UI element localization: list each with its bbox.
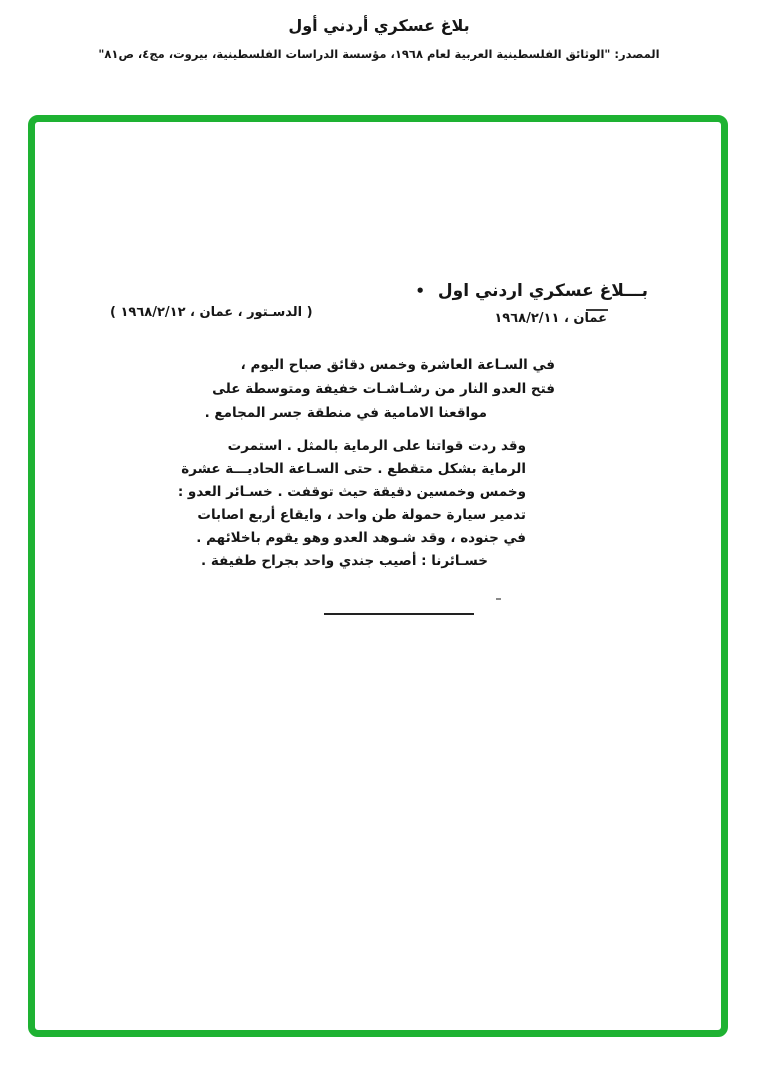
paragraph-1-line: في السـاعة العاشرة وخمس دقائق صباح اليوم ،	[240, 357, 555, 373]
communique-title	[415, 281, 648, 301]
paragraph-2	[178, 435, 526, 573]
end-divider-line	[324, 613, 474, 615]
paragraph-2-line: الرماية بشكل متقطع . حتى السـاعة الحاديـــة عشرة	[181, 461, 526, 477]
paragraph-1	[205, 353, 555, 425]
paragraph-2-line: في جنوده ، وقد شـوهد العدو وهو يقوم باخلائهم .	[196, 530, 526, 546]
source-citation-line: المصدر: "الوثائق الفلسطينية العربية لعام ١٩٦٨، مؤسسة الدراسات الفلسطينية، بيروت، مج٤، ص٨١"	[98, 47, 660, 61]
newspaper-citation: ( الدسـتور ، عمان ، ١٩٦٨/٢/١٢ )	[110, 305, 313, 320]
paragraph-2-line: خسـائرنا : أصيب جندي واحد بجراح طفيفة .	[200, 553, 488, 569]
paragraph-1-line: مواقعنا الامامية في منطقة جسر المجامع .	[204, 405, 487, 421]
scan-speck-artifact	[496, 598, 501, 600]
page-title: بلاغ عسكري أردني أول	[288, 16, 470, 35]
dateline-amman: عمان ، ١٩٦٨/٢/١١	[494, 311, 607, 326]
paragraph-2-line: تدمير سيارة حمولة طن واحد ، وايقاع أربع اصابات	[197, 507, 526, 523]
communique-title-text: بـــلاغ عسكري اردني اول	[437, 281, 648, 301]
paragraph-1-line: فتح العدو النار من رشـاشـات خفيفة ومتوسطة على	[212, 381, 555, 397]
document-frame	[28, 115, 728, 1037]
title-end-dot: •	[415, 282, 425, 300]
paragraph-2-line: وقد ردت قواتنا على الرماية بالمثل . استمرت	[227, 438, 526, 454]
paragraph-2-line: وخمس وخمسين دقيقة حيث توقفت . خسـائر العدو :	[177, 484, 526, 500]
